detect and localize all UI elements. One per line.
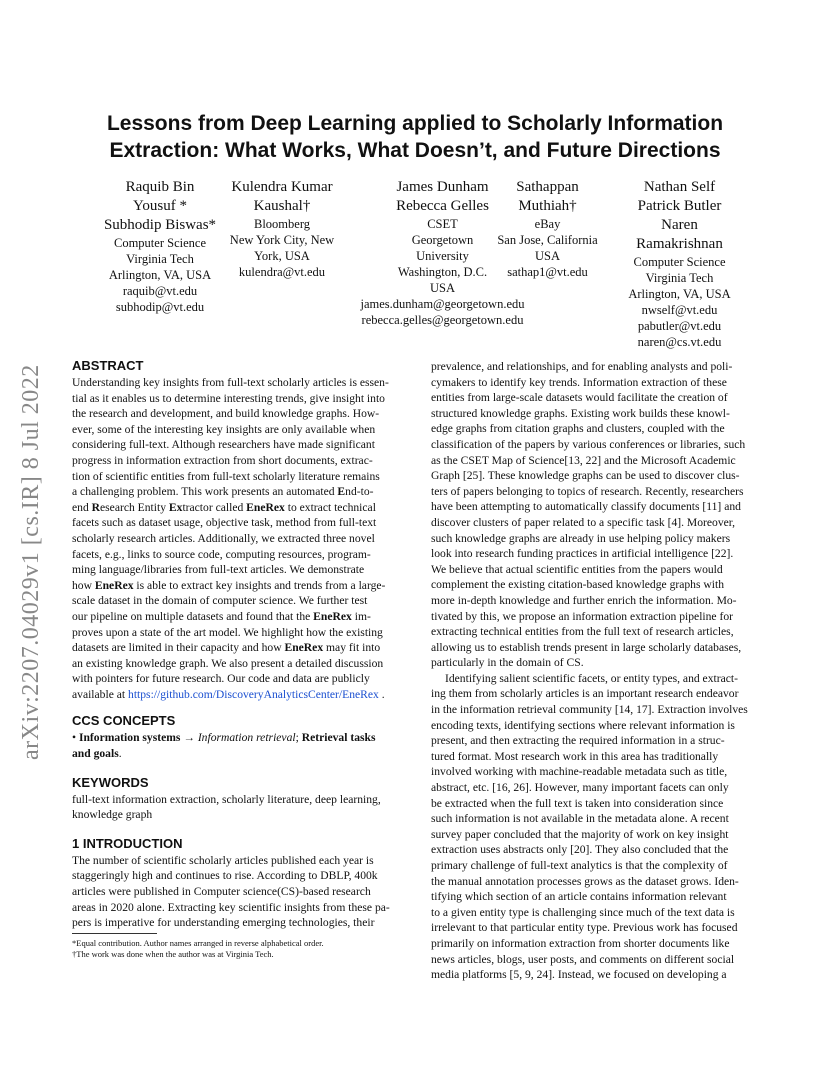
author-name-line: Subhodip Biswas* <box>103 217 217 233</box>
text-line: abstract, etc. [16, 26]. However, many important facets can only <box>431 781 729 795</box>
text-line: scholarly research articles. Additionally, we extracted three novel <box>72 531 375 545</box>
author-name-line: Sathappan <box>516 179 579 195</box>
footnote-1: *Equal contribution. Author names arranged in reverse alphabetical order. <box>72 938 324 948</box>
text-line: an existing knowledge graph. We also present a detailed discussion <box>72 656 384 670</box>
text-line: facets such as dataset usage, objective task, method from full-text <box>72 516 377 530</box>
text-line: irrelevant to that particular entity type. Previous work has focused <box>431 921 738 935</box>
ccs-sep: ; <box>295 731 302 745</box>
text-line: extracting technical entities from the full text of research articles, <box>431 625 734 639</box>
text-line: primary challenge of full-text analytics is that the complexity of <box>431 859 728 872</box>
abstract-body <box>72 375 402 687</box>
ccs-item-3: Retrieval tasks <box>301 731 376 745</box>
text-line: encoding texts, identifying sections where relevant information is <box>431 718 735 732</box>
author-affiliation-line: Arlington, VA, USA <box>628 287 731 301</box>
author-email[interactable]: sathap1@vt.edu <box>507 265 588 279</box>
text-line: allowing us to establish trends present in large scholarly databases, <box>431 640 742 654</box>
text-line: Understanding key insights from full-text scholarly articles is essen- <box>72 376 389 389</box>
text-line: proves upon a state of the art model. We highlight how the existing <box>72 625 383 639</box>
text-line: complement the existing citation-based knowledge graphs with <box>431 578 724 592</box>
text-line: edge graphs from citation graphs and clusters, coupled with the <box>431 422 725 436</box>
text-line: present, and then extracting the required information in a struc- <box>431 734 725 748</box>
ccs-bullet: • <box>72 731 79 745</box>
text-line: end Research Entity Extractor called EneRex to extract technical <box>72 500 376 514</box>
keywords-line-2: knowledge graph <box>72 808 153 822</box>
intro-left-body <box>72 853 402 931</box>
author-name-line: James Dunham <box>396 179 489 195</box>
footnote-rule <box>72 933 157 934</box>
author-email[interactable]: raquib@vt.edu <box>122 284 198 298</box>
text-line: to a given entity type is challenging since much of the text data is <box>431 905 735 919</box>
text-line: media platforms [5, 9, 24]. Instead, we focused on developing a <box>431 968 727 982</box>
right-column <box>431 359 761 983</box>
text-line: tial as it enables us to determine interesting trends, give insight into <box>72 391 385 405</box>
author-4 <box>480 178 615 280</box>
text-line: datasets are limited in their capacity and how EneRex may fit into <box>72 641 381 655</box>
text-line: news articles, blogs, user posts, and comments on different social <box>431 952 735 966</box>
text-line: pers is imperative for understanding emerging technologies, their <box>72 916 375 930</box>
author-5 <box>612 178 747 350</box>
text-line: primarily on information extraction from shorter documents like <box>431 936 730 950</box>
text-line: classification of the papers by various conferences or libraries, such <box>431 437 746 451</box>
arxiv-identifier: arXiv:2207.04029v1 [cs.IR] 8 Jul 2022 <box>18 364 44 760</box>
author-affiliation-line: Virginia Tech <box>126 252 194 266</box>
author-name-line: Ramakrishnan <box>636 236 723 252</box>
text-line: particularly in the domain of CS. <box>431 656 584 670</box>
text-line: tivated by this, we propose an information extraction pipeline for <box>431 609 733 623</box>
ccs-arrow: → <box>180 731 198 745</box>
abstract-heading: ABSTRACT <box>72 358 144 373</box>
author-email[interactable]: naren@cs.vt.edu <box>637 335 722 349</box>
text-line: Graph [25]. These knowledge graphs can be used to discover clus- <box>431 469 740 483</box>
text-line: considering full-text. Although researchers have made significant <box>72 438 375 452</box>
left-column <box>72 357 402 931</box>
text-line: prevalence, and relationships, and for enabling analysts and poli- <box>431 360 733 373</box>
text-line: discover clusters of paper related to a specific task [4]. Moreover, <box>431 515 736 529</box>
text-line: articles were published in Computer science(CS)-based research <box>72 885 371 899</box>
intro-right-para-1 <box>431 359 761 671</box>
ccs-item-4: and goals <box>72 747 119 761</box>
author-name-line: Naren <box>661 217 698 233</box>
author-affiliation-line: New York City, New <box>229 233 335 247</box>
author-affiliation-line: USA <box>534 249 560 263</box>
author-name-line: Raquib Bin <box>125 179 195 195</box>
github-link[interactable]: https://github.com/DiscoveryAnalyticsCenter/EneRex <box>128 687 379 701</box>
paper-title <box>70 110 760 164</box>
footnote-2: †The work was done when the author was at Virginia Tech. <box>72 949 274 959</box>
author-affiliation-line: University <box>416 249 469 263</box>
text-line: a challenging problem. This work presents an automated End-to- <box>72 485 374 499</box>
text-line: entities from large-scale datasets would facilitate the creation of <box>431 391 728 405</box>
text-line: in the information retrieval community [14, 17]. Extraction involves <box>431 703 748 717</box>
text-line: tifying which section of an article contains information relevant <box>431 890 727 904</box>
author-email[interactable]: pabutler@vt.edu <box>637 319 722 333</box>
text-line: Identifying salient scientific facets, or entity types, and extract- <box>445 671 738 685</box>
text-line: be extracted when the full text is taken into consideration since <box>431 796 724 810</box>
ccs-line-2 <box>72 746 402 762</box>
intro-right-para-2 <box>431 671 761 983</box>
author-affiliation-line: San Jose, California <box>497 233 598 247</box>
author-email[interactable]: kulendra@vt.edu <box>238 265 326 279</box>
author-affiliation-line: Georgetown <box>411 233 474 247</box>
text-line: extraction uses abstracts only [20]. They also concluded that the <box>431 843 729 857</box>
author-name-line: Kulendra Kumar <box>231 179 333 195</box>
text-line: ming language/libraries from full-text articles. We demonstrate <box>72 563 365 577</box>
abstract-last-prefix: available at <box>72 687 129 701</box>
text-line: progress in information extraction from short documents, extrac- <box>72 453 373 467</box>
author-affiliation-line: eBay <box>534 217 561 231</box>
author-affiliation-line: Virginia Tech <box>645 271 714 285</box>
author-affiliation-line: Arlington, VA, USA <box>108 268 212 282</box>
ccs-end: . <box>118 747 122 761</box>
abstract-last-suffix: . <box>378 687 385 701</box>
text-line: ever, some of the interesting key insights are only available when <box>72 422 376 436</box>
ccs-item-1: Information systems <box>78 731 181 745</box>
ccs-line-1 <box>72 730 402 746</box>
author-affiliation-line: CSET <box>427 217 458 231</box>
text-line: involved working with machine-readable metadata such as title, <box>431 765 728 779</box>
ccs-item-2: Information retrieval <box>197 731 296 745</box>
text-line: the research and development, and build knowledge graphs. How- <box>72 407 380 421</box>
text-line: tion of scientific entities from full-text scholarly literature remains <box>72 469 380 483</box>
author-name-line: Rebecca Gelles <box>396 198 489 214</box>
text-line: cymakers to identify key trends. Information extraction of these <box>431 375 727 389</box>
author-email[interactable]: subhodip@vt.edu <box>115 300 205 314</box>
text-line: the manual annotation processes grows as the dataset grows. Iden- <box>431 874 739 888</box>
author-affiliation-line: Computer Science <box>633 255 726 269</box>
author-name-line: Yousuf * <box>133 198 187 214</box>
text-line: our pipeline on multiple datasets and found that the EneRex im- <box>72 609 371 623</box>
abstract-last-line <box>72 687 402 703</box>
title-line-1: Lessons from Deep Learning applied to Scholarly Information <box>106 112 724 135</box>
ccs-heading: CCS CONCEPTS <box>72 713 176 729</box>
author-name-line: Muthiah† <box>518 198 577 214</box>
text-line: with pointers for future research. Our code and data are publicly <box>72 672 370 686</box>
author-affiliation-line: Washington, D.C. <box>397 265 488 279</box>
text-line: look into research funding practices in artificial intelligence [22]. <box>431 547 734 561</box>
author-2 <box>212 178 352 280</box>
text-line: We believe that actual scientific entities from the papers would <box>431 562 723 576</box>
author-email[interactable]: nwself@vt.edu <box>641 303 718 317</box>
author-name-line: Nathan Self <box>643 179 716 195</box>
author-affiliation-line: USA <box>429 281 455 295</box>
author-name-line: Patrick Butler <box>637 198 722 214</box>
intro-heading: 1 INTRODUCTION <box>72 835 183 851</box>
author-email[interactable]: rebecca.gelles@georgetown.edu <box>361 313 524 327</box>
title-line-2: Extraction: What Works, What Doesn’t, and Future Directions <box>109 139 721 162</box>
author-name-line: Kaushal† <box>253 198 311 214</box>
text-line: structured knowledge graphs. Existing work builds these knowl- <box>431 406 730 420</box>
text-line: more in-depth knowledge and further enrich the information. Mo- <box>431 593 737 607</box>
author-affiliation-line: Computer Science <box>114 236 206 250</box>
text-line: staggeringly high and continues to rise. According to DBLP, 400k <box>72 869 378 883</box>
text-line: as the CSET Map of Science[13, 22] and the Microsoft Academic <box>431 453 736 467</box>
text-line: such knowledge graphs are already in use helping policy makers <box>431 531 731 545</box>
text-line: ing them from scholarly articles is an important research endeavor <box>431 687 739 701</box>
text-line: The number of scientific scholarly articles published each year is <box>72 853 374 867</box>
author-email[interactable]: james.dunham@georgetown.edu <box>360 297 525 311</box>
text-line: ters of papers belonging to topics of research. Recently, researchers <box>431 484 744 498</box>
text-line: have been attempting to automatically classify documents [11] and <box>431 500 741 514</box>
text-line: areas in 2020 alone. Extracting key scientific insights from these pa- <box>72 900 390 914</box>
keywords-line-1: full-text information extraction, scholarly literature, deep learning, <box>72 792 381 806</box>
text-line: such information is not available in the metadata alone. A recent <box>431 812 729 826</box>
text-line: scale dataset in the domain of computer science. We further test <box>72 594 368 608</box>
author-affiliation-line: York, USA <box>254 249 310 263</box>
keywords-heading: KEYWORDS <box>72 774 149 790</box>
author-affiliation-line: Bloomberg <box>253 217 311 231</box>
text-line: how EneRex is able to extract key insights and trends from a large- <box>72 578 386 592</box>
text-line: facets, e.g., links to source code, computing resources, program- <box>72 547 371 561</box>
text-line: survey paper concluded that the majority of work on key insight <box>431 827 729 841</box>
text-line: tured format. Most research work in this area has traditionally <box>431 749 719 763</box>
